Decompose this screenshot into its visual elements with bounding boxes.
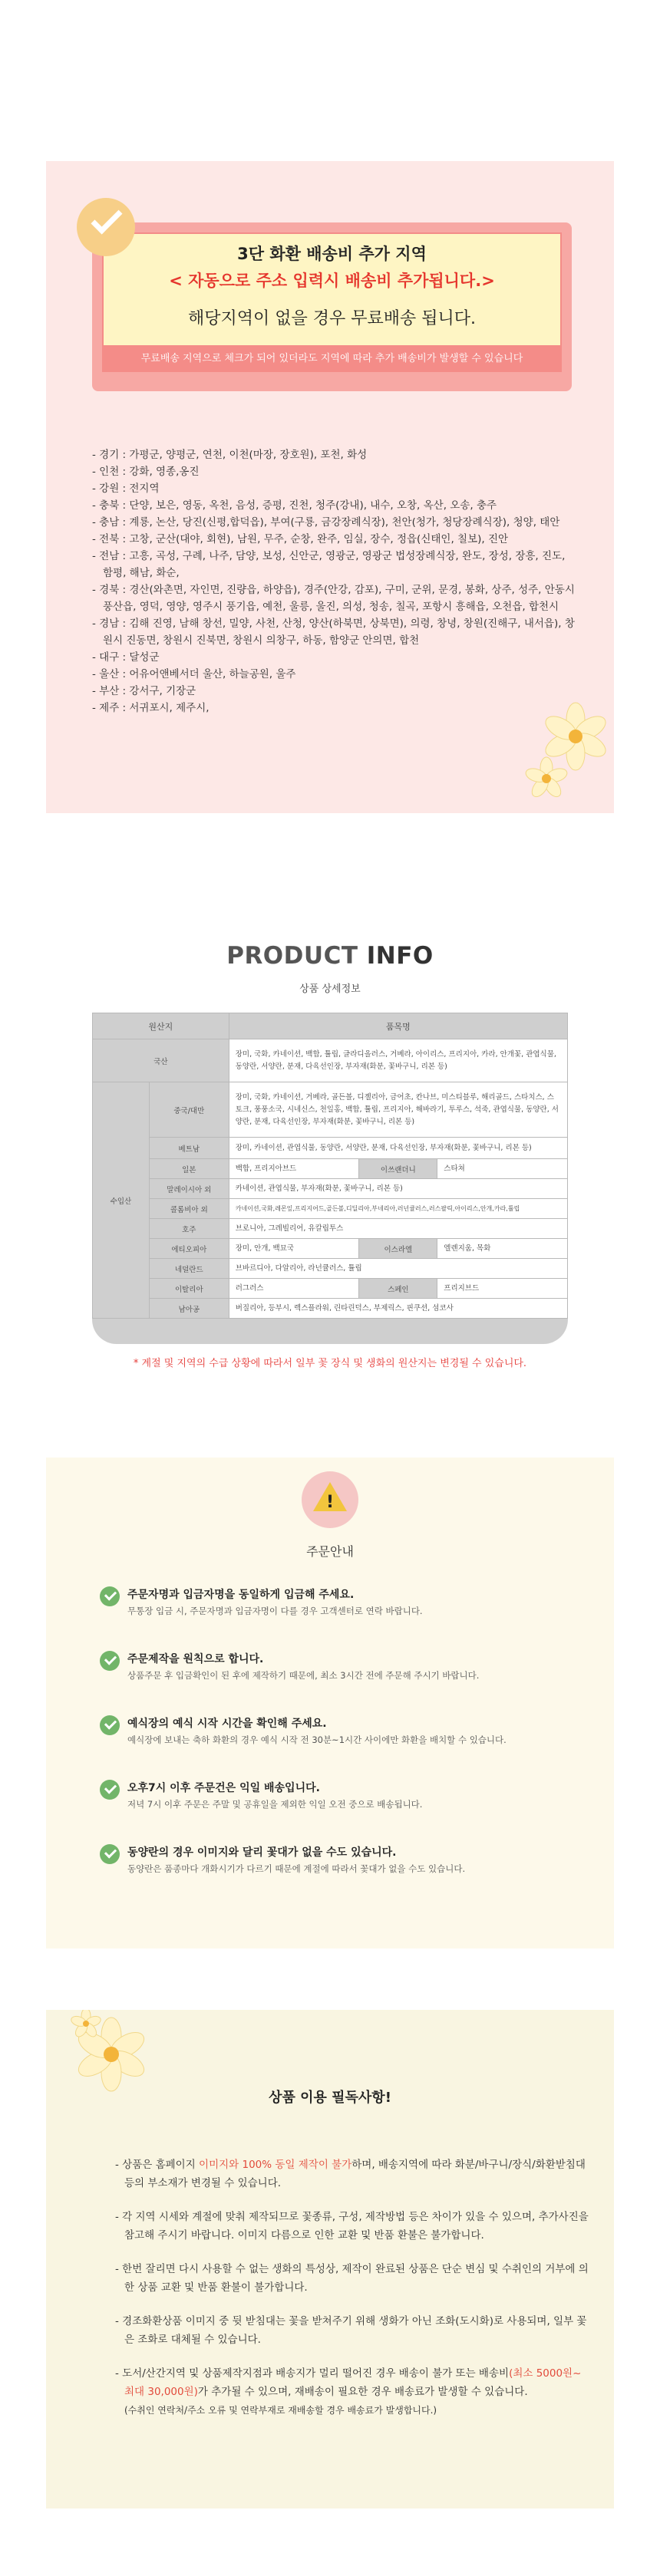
country-cell: 말레이시아 외 xyxy=(149,1179,229,1199)
country-cell: 콜롬비아 외 xyxy=(149,1199,229,1219)
country-cell: 이쓰랜더니 xyxy=(359,1159,437,1179)
order-item-desc: 무통장 입금 시, 주문자명과 입금자명이 다를 경우 고객센터로 연락 바랍니다. xyxy=(127,1606,423,1616)
country-cell: 남아공 xyxy=(149,1299,229,1319)
country-cell: 호주 xyxy=(149,1219,229,1239)
order-item-desc: 저녁 7시 이후 주문은 주말 및 공휴일을 제외한 익일 오전 중으로 배송됩니다. xyxy=(127,1799,423,1810)
items-cell: 장미, 안개, 백묘국 xyxy=(229,1239,359,1259)
table-row xyxy=(93,1159,568,1179)
delivery-title: 3단 화환 배송비 추가 지역 xyxy=(237,245,427,263)
shipping-warning-bar: 무료배송 지역으로 체크가 되어 있더라도 지역에 따라 추가 배송비가 발생할 수 있습니다 xyxy=(102,345,562,372)
product-title-part2: INFO xyxy=(358,942,434,970)
check-circle-icon xyxy=(100,1651,120,1671)
table-row xyxy=(93,1199,568,1219)
country-cell: 네덜란드 xyxy=(149,1259,229,1279)
free-shipping-note: 해당지역이 없을 경우 무료배송 됩니다. xyxy=(188,309,476,328)
notice-item xyxy=(115,2364,591,2420)
notice-list xyxy=(115,2156,591,2435)
order-item-title: 주문제작을 원칙으로 합니다. xyxy=(127,1653,264,1665)
order-item-title: 동양란의 경우 이미지와 달리 꽃대가 없을 수도 있습니다. xyxy=(127,1846,397,1859)
product-title-part1: PRODUCT xyxy=(226,942,358,970)
items-cell: 장미, 카네이션, 관엽식물, 동양란, 서양란, 분재, 다육선인장, 부자재(화분, 꽃바구니, 리본 등) xyxy=(229,1138,567,1159)
notice-highlight: (최소 5000원~최대 30,000원) xyxy=(124,2367,582,2398)
product-info-subtitle: 상품 상세정보 xyxy=(299,983,361,995)
domestic-label: 국산 xyxy=(93,1039,229,1082)
country-cell: 중국/대만 xyxy=(149,1082,229,1138)
delivery-subtitle: < 자동으로 주소 입력시 배송비 추가됩니다.> xyxy=(169,272,495,290)
table-row xyxy=(93,1138,568,1159)
delivery-section xyxy=(46,161,614,813)
check-circle-icon xyxy=(100,1586,120,1606)
notice-text: 가 추가될 수 있으며, 재배송이 필요한 경우 배송료가 발생할 수 있습니다. xyxy=(197,2386,528,2398)
check-circle-icon xyxy=(100,1715,120,1735)
region-list xyxy=(92,446,576,716)
region-item: - 경남 : 김해 진영, 남해 창선, 밀양, 사천, 산청, 양산(하북면, 상북면), 의령, 창녕, 창원(진해구, 내서읍), 창원시 진동면, 창원시 진북면, 창원시 의창구, 하동, 함양군 안의면, 합천 xyxy=(92,618,575,647)
warning-exclamation-icon: ! xyxy=(325,1493,335,1512)
table-row xyxy=(93,1039,568,1082)
region-item: - 제주 : 서귀포시, 제주시, xyxy=(92,702,210,714)
country-cell: 에티오피아 xyxy=(149,1239,229,1259)
order-item-title: 오후7시 이후 주문건은 익일 배송입니다. xyxy=(127,1782,320,1794)
notice-title: 상품 이용 필독사항! xyxy=(269,2090,391,2106)
country-cell: 스페인 xyxy=(359,1279,437,1299)
origin-table xyxy=(92,1013,568,1319)
order-item-title: 예식장의 예식 시작 시간을 확인해 주세요. xyxy=(127,1718,327,1730)
order-item-title: 주문자명과 입금자명을 동일하게 입금해 주세요. xyxy=(127,1589,355,1601)
origin-note: * 계절 및 지역의 수급 상황에 따라서 일부 꽃 장식 및 생화의 원산지는 변경될 수 있습니다. xyxy=(133,1358,527,1369)
items-cell: 스타쳐 xyxy=(437,1159,568,1179)
country-cell: 이탈리아 xyxy=(149,1279,229,1299)
table-row xyxy=(93,1219,568,1239)
table-row xyxy=(93,1239,568,1259)
items-cell: 장미, 국화, 카네이션, 거베라, 골든볼, 디젤리아, 금어초, 칸나브, 미스티블루, 해리골드, 스타치스, 스토크, 풍풍소국, 시네신스, 천일홍, 백합, 튤립, 프리지아, 해바라기, 투루스, 석죽, 관엽식물, 동양란, 서양란, 분재, 다육선인장, 부자재(화분, 꽃바구니, 리본 등) xyxy=(229,1082,567,1138)
order-item-desc: 상품주문 후 입금확인이 된 후에 제작하기 때문에, 최소 3시간 전에 주문해 주시기 바랍니다. xyxy=(127,1670,480,1681)
order-guide-section xyxy=(46,1458,614,1948)
check-circle-icon xyxy=(100,1780,120,1800)
notice-item: - 경조화환상품 이미지 중 뒷 받침대는 꽃을 받쳐주기 위해 생화가 아닌 조화(도시화)로 사용되며, 일부 꽃은 조화로 대체될 수 있습니다. xyxy=(115,2315,587,2346)
region-item: - 울산 : 어유어앤베서더 울산, 하늘공원, 울주 xyxy=(92,668,296,680)
region-item: - 전남 : 고흥, 곡성, 구례, 나주, 담양, 보성, 신안군, 영광군, 영광군 법성장례식장, 완도, 장성, 장흥, 진도, 함평, 해남, 화순, xyxy=(92,550,566,579)
header-item: 품목명 xyxy=(229,1013,567,1039)
items-cell: 브로니아, 그레빌리어, 유칼립투스 xyxy=(229,1219,567,1239)
order-guide-title: 주문안내 xyxy=(306,1544,354,1559)
order-item-desc: 동양란은 품종마다 개화시기가 다르기 때문에 계절에 따라서 꽃대가 없을 수도 있습니다. xyxy=(127,1863,466,1874)
region-item: - 경북 : 경산(와촌면, 자인면, 진량읍, 하양읍), 경주(안강, 감포), 구미, 군위, 문경, 봉화, 상주, 성주, 안동시 풍산읍, 영덕, 영양, 영주시 풍기읍, 예천, 울릉, 울진, 의성, 청송, 칠곡, 포항시 흥해읍, 오천읍, 합천시 xyxy=(92,584,575,613)
region-item: - 경기 : 가평군, 양평군, 연천, 이천(마장, 장호원), 포천, 화성 xyxy=(92,449,368,461)
table-row xyxy=(93,1279,568,1299)
table-row xyxy=(93,1259,568,1279)
table-header-row xyxy=(93,1013,568,1039)
notice-text: - 도서/산간지역 및 상품제작지점과 배송지가 멀리 떨어진 경우 배송이 불가 또는 배송비 xyxy=(115,2367,510,2380)
table-row xyxy=(93,1082,568,1138)
product-info-title xyxy=(0,942,660,970)
notice-small-text: (수취인 연락처/주소 오류 및 연락부재로 재배송할 경우 배송료가 발생합니다.) xyxy=(124,2405,437,2416)
country-cell: 일본 xyxy=(149,1159,229,1179)
table-row xyxy=(93,1299,568,1319)
check-circle-icon xyxy=(100,1844,120,1864)
region-item: - 충북 : 단양, 보은, 영동, 옥천, 음성, 증평, 진천, 청주(강내), 내수, 오창, 옥산, 오송, 충주 xyxy=(92,499,497,512)
notice-item: - 한번 잘리면 다시 사용할 수 없는 생화의 특성상, 제작이 완료된 상품은 단순 변심 및 수취인의 거부에 의한 상품 교환 및 반품 환불이 불가합니다. xyxy=(115,2263,589,2294)
notice-item: - 각 지역 시세와 계절에 맞춰 제작되므로 꽃종류, 구성, 제작방법 등은 차이가 있을 수 있으며, 추가사진을 참고해 주시기 바랍니다. 이미지 다름으로 인한 교환 및 반품 환불은 불가합니다. xyxy=(115,2211,589,2242)
region-item: - 충남 : 계룡, 논산, 당진(신평,합덕읍), 부여(구룡, 금강장례식장), 천안(청가, 청당장례식장), 청양, 태안 xyxy=(92,516,560,529)
notice-text: - 상품은 홈페이지 xyxy=(115,2159,200,2171)
items-cell: 러그러스 xyxy=(229,1279,359,1299)
country-cell: 베트남 xyxy=(149,1138,229,1159)
notice-item xyxy=(115,2156,591,2192)
items-cell: 백합, 프리지아브드 xyxy=(229,1159,359,1179)
notice-highlight: 이미지와 100% 동일 제작이 불가 xyxy=(199,2159,352,2171)
country-cell: 이스라엘 xyxy=(359,1239,437,1259)
region-item: - 강원 : 전지역 xyxy=(92,483,160,495)
items-cell: 버질리아, 등부시, 렉스플라워, 린타린덕스, 부제릭스, 핀쿠션, 섬코사 xyxy=(229,1299,567,1319)
domestic-value: 장미, 국화, 카네이션, 백합, 튤립, 글라디올러스, 거베라, 아이리스, 프리지아, 카라, 안개꽃, 관엽식물, 동양란, 서양란, 분재, 다육선인장, 부자재(화분, 꽃바구니, 리본 등) xyxy=(229,1039,567,1082)
region-item: - 인천 : 강화, 영종,옹진 xyxy=(92,466,200,478)
flower-decoration-icon xyxy=(522,702,614,802)
items-cell: 브바르디아, 다알리아, 라넌큘러스, 튤립 xyxy=(229,1259,567,1279)
items-cell: 카네이션,국화,레몬잎,프리지어드,골든볼,디딜리아,부네리아,러넌큘러스,러스팔릭,아이리스,안개,카라,튤립 xyxy=(229,1199,567,1219)
region-item: - 대구 : 달성군 xyxy=(92,651,160,664)
import-label: 수입산 xyxy=(93,1082,150,1319)
order-item-desc: 예식장에 보내는 축하 화환의 경우 예식 시작 전 30분~1시간 사이에만 화환을 배치할 수 있습니다. xyxy=(127,1734,507,1745)
notice-text: 하며, 배송지역에 따라 화분/바구니/장식/화환받침대 등의 부소재가 변경될 수 있습니다. xyxy=(124,2159,586,2189)
items-cell: 엘렌지움, 목화 xyxy=(437,1239,568,1259)
region-item: - 부산 : 강서구, 기장군 xyxy=(92,685,196,697)
header-origin: 원산지 xyxy=(93,1013,229,1039)
items-cell: 카네이션, 관엽식물, 부자재(화분, 꽃바구니, 리본 등) xyxy=(229,1179,567,1199)
table-row xyxy=(93,1179,568,1199)
items-cell: 프리지브드 xyxy=(437,1279,568,1299)
region-item: - 전북 : 고창, 군산(대야, 회현), 남원, 무주, 순창, 완주, 임실, 장수, 정읍(신태인, 칠보), 진안 xyxy=(92,533,509,545)
